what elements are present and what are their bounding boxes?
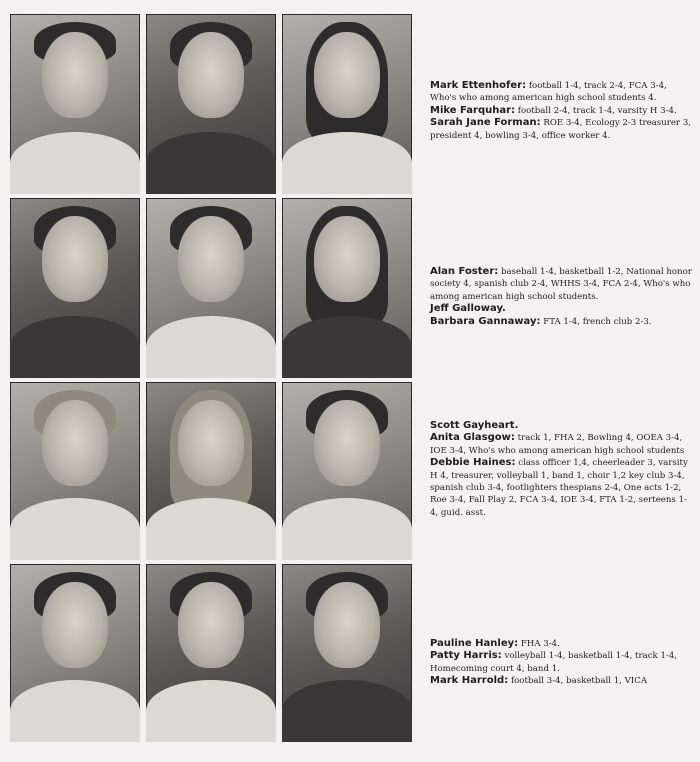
portrait-patty-harris bbox=[146, 564, 276, 742]
student-details: football 2-4, track 1-4, varsity H 3-4. bbox=[517, 105, 677, 116]
caption-block-row3 bbox=[430, 420, 692, 519]
portrait-mark-ettenhofer bbox=[10, 14, 140, 194]
caption-block-row2 bbox=[430, 266, 692, 328]
student-name: Jeff Galloway. bbox=[430, 303, 506, 315]
entry-debbie-haines bbox=[430, 457, 692, 519]
portrait-mike-farquhar bbox=[146, 14, 276, 194]
portrait-scott-gayheart bbox=[10, 382, 140, 560]
portrait-pauline-hanley bbox=[10, 564, 140, 742]
student-name: Patty Harris: bbox=[430, 650, 502, 662]
portrait-mark-harrold bbox=[282, 564, 412, 742]
student-details: track 1, FHA 2, Bowling 4, OOEA 3-4, IOE 3-4, Who's who among american high school students bbox=[430, 433, 685, 456]
student-name: Debbie Haines: bbox=[430, 457, 516, 469]
entry-scott-gayheart bbox=[430, 420, 692, 432]
portrait-alan-foster bbox=[10, 198, 140, 378]
caption-block-row1 bbox=[430, 80, 692, 142]
entry-sarah-jane-forman bbox=[430, 117, 692, 142]
student-name: Pauline Hanley: bbox=[430, 638, 519, 649]
entry-pauline-hanley bbox=[430, 638, 692, 650]
student-name: Mark Ettenhofer: bbox=[430, 80, 527, 91]
entry-patty-harris bbox=[430, 650, 692, 675]
portrait-sarah-jane-forman bbox=[282, 14, 412, 194]
student-name: Alan Foster: bbox=[430, 266, 499, 277]
student-name: Sarah Jane Forman: bbox=[430, 117, 541, 129]
portrait-anita-glasgow bbox=[146, 382, 276, 560]
entry-anita-glasgow bbox=[430, 432, 692, 457]
entry-mike-farquhar bbox=[430, 105, 692, 117]
caption-block-row4 bbox=[430, 638, 692, 688]
student-name: Mark Harrold: bbox=[430, 675, 509, 687]
student-details: ROE 3-4, Ecology 2-3 treasurer 3, president 4, bowling 3-4, office worker 4. bbox=[430, 118, 691, 141]
student-details: baseball 1-4, basketball 1-2, National honor society 4, spanish club 2-4, WHHS 3-4, FCA 2-4, Who's who among american high school students. bbox=[430, 267, 692, 302]
entry-mark-harrold bbox=[430, 675, 692, 687]
student-details: class officer 1,4, cheerleader 3, varsity H 4, treasurer, volleyball 1, band 1, choir 1,2 key club 3-4, spanish club 3-4, footlighters thespians 2-4, One acts 1-2, Roe 3-4, Fall Play 2, FCA 3-4, IOE 3-4, FTA 1-2, serteens 1-4, guid. asst. bbox=[430, 458, 688, 518]
student-details: FHA 3-4. bbox=[520, 639, 560, 649]
entry-mark-ettenhofer bbox=[430, 80, 692, 105]
student-name: Anita Glasgow: bbox=[430, 432, 515, 444]
student-name: Mike Farquhar: bbox=[430, 104, 516, 116]
student-details: football 3-4, basketball 1, VICA bbox=[510, 676, 648, 687]
student-details: volleyball 1-4, basketball 1-4, track 1-4, Homecoming court 4, band 1. bbox=[430, 651, 678, 674]
student-name: Scott Gayheart. bbox=[430, 420, 519, 431]
student-details: football 1-4, track 2-4, FCA 3-4, Who's who among american high school students 4. bbox=[430, 81, 667, 104]
portrait-jeff-galloway bbox=[146, 198, 276, 378]
entry-alan-foster bbox=[430, 266, 692, 303]
portrait-debbie-haines bbox=[282, 382, 412, 560]
student-details: FTA 1-4, french club 2-3. bbox=[543, 316, 652, 327]
portrait-barbara-gannaway bbox=[282, 198, 412, 378]
student-name: Barbara Gannaway: bbox=[430, 315, 541, 327]
entry-barbara-gannaway bbox=[430, 316, 692, 328]
entry-jeff-galloway bbox=[430, 303, 692, 315]
